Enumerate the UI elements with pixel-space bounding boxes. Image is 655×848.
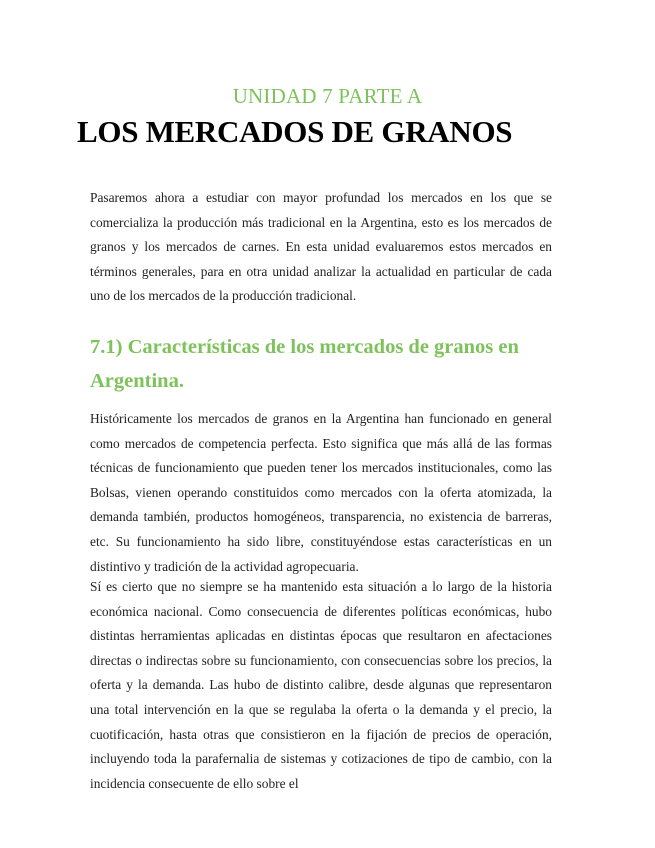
page-title: LOS MERCADOS DE GRANOS <box>77 114 513 149</box>
section-paragraph-1: Históricamente los mercados de granos en la Argentina han funcionado en general como mercados de competencia perfecta. Esto significa que más allá de las formas técnicas de funcionamiento que pueden tener los mercados institucionales, como las Bolsas, vienen operando constituidos como mercados con la oferta atomizada, la demanda también, productos homogéneos, transparencia, no existencia de barreras, etc. Su funcionamiento ha sido libre, constituyéndose estas características en un distintivo y tradición de la actividad agropecuaria. <box>90 411 552 574</box>
section-heading: 7.1) Características de los mercados de granos en Argentina. <box>90 336 519 392</box>
section-paragraph-2: Sí es cierto que no siempre se ha mantenido esta situación a lo largo de la historia económica nacional. Como consecuencia de diferentes políticas económicas, hubo distintas herramientas aplicadas en distintas épocas que resultaron en afectaciones directas o indirectas sobre su funcionamiento, con consecuencias sobre los precios, la oferta y la demanda. Las hubo de distinto calibre, desde algunas que representaron una total intervención en la que se regulaba la oferta o la demanda y el precio, la cuotificación, hasta otras que consistieron en la fijación de precios de operación, incluyendo toda la parafernalia de sistemas y cotizaciones de tipo de cambio, con la incidencia consecuente de ello sobre el <box>90 579 552 791</box>
intro-paragraph: Pasaremos ahora a estudiar con mayor profundad los mercados en los que se comercializa la producción más tradicional en la Argentina, esto es los mercados de granos y los mercados de carnes. En esta unidad evaluaremos estos mercados en términos generales, para en otra unidad analizar la actualidad en particular de cada uno de los mercados de la producción tradicional. <box>90 190 552 304</box>
unit-label: UNIDAD 7 PARTE A <box>232 84 423 108</box>
